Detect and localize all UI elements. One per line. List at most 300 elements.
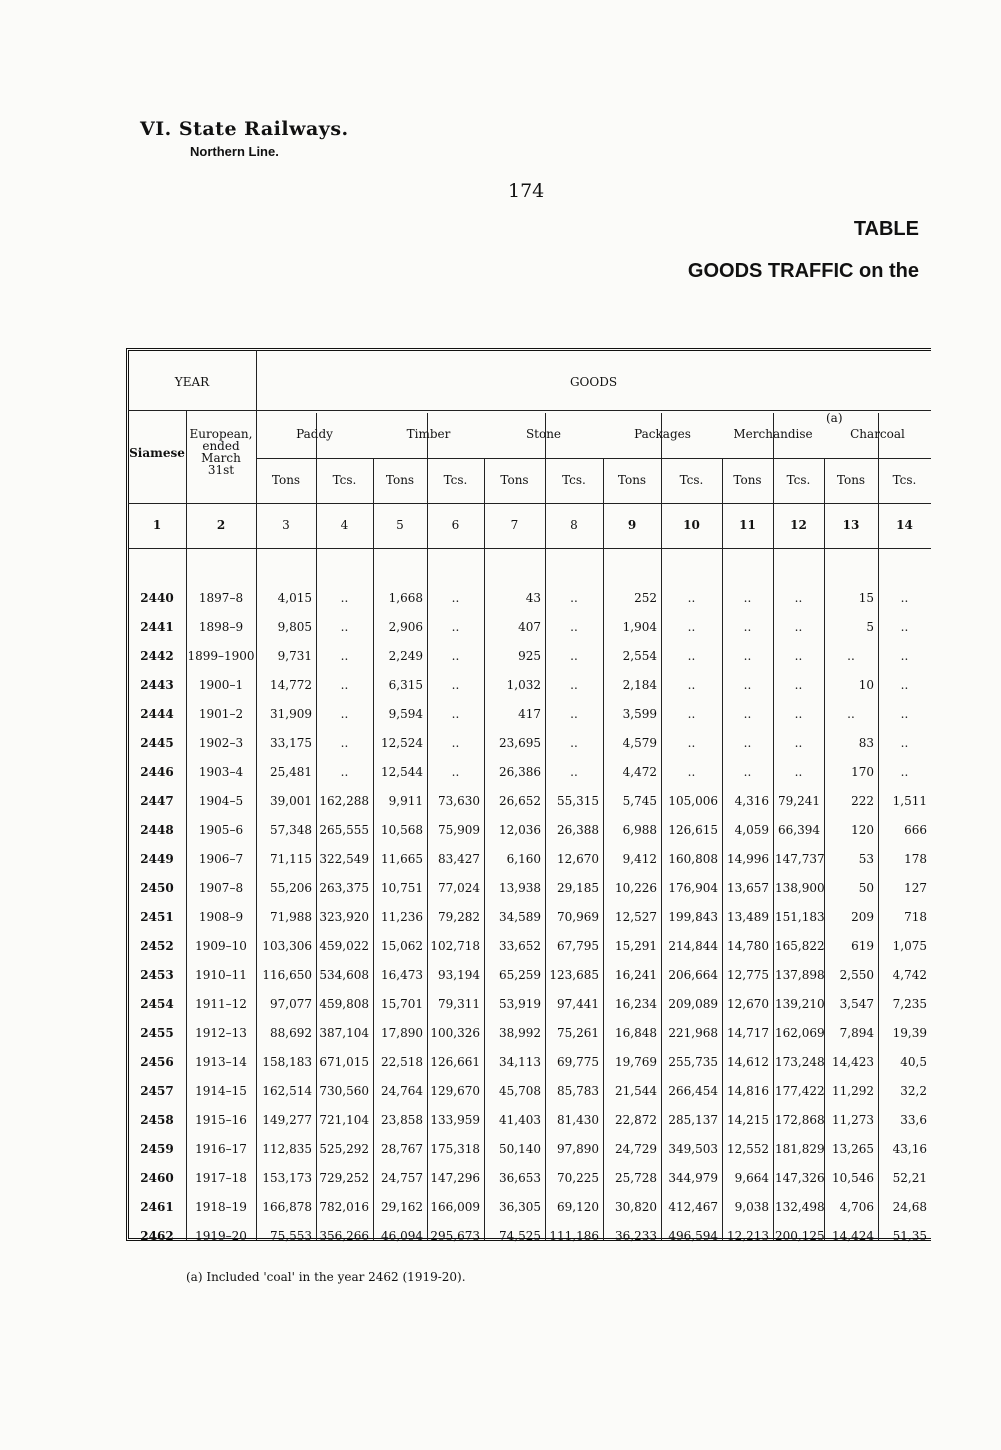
table-cell: .. xyxy=(687,707,696,721)
table-cell: .. xyxy=(340,591,349,605)
siamese-year-cell: 2442 xyxy=(140,649,174,663)
section-subtitle: Northern Line. xyxy=(190,144,279,159)
table-cell: 356,266 xyxy=(319,1229,369,1243)
table-cell: 36,305 xyxy=(499,1200,541,1214)
table-cell: 14,717 xyxy=(727,1026,769,1040)
table-cell: 102,718 xyxy=(430,939,480,953)
table-cell: .. xyxy=(451,649,460,663)
table-cell: 214,844 xyxy=(668,939,718,953)
table-cell: 81,430 xyxy=(557,1113,599,1127)
table-cell: 181,829 xyxy=(775,1142,825,1156)
table-cell: 51,35 xyxy=(892,1229,927,1243)
table-cell: .. xyxy=(794,620,803,634)
siamese-year-cell: 2443 xyxy=(140,678,174,692)
table-cell: 111,186 xyxy=(549,1229,599,1243)
european-year-cell: 1901–2 xyxy=(198,707,244,721)
group-header-timber: Timber xyxy=(406,427,451,441)
table-cell: 70,969 xyxy=(557,910,599,924)
table-cell: 11,292 xyxy=(832,1084,874,1098)
table-cell: .. xyxy=(570,649,578,663)
table-cell: 65,259 xyxy=(499,968,541,982)
table-cell: 83 xyxy=(858,736,874,750)
table-cell: 14,424 xyxy=(832,1229,874,1243)
table-cell: 1,668 xyxy=(388,591,423,605)
table-cell: .. xyxy=(570,736,578,750)
table-cell: 209 xyxy=(851,910,874,924)
table-cell: 93,194 xyxy=(438,968,480,982)
table-cell: 206,664 xyxy=(668,968,718,982)
table-cell: 19,39 xyxy=(892,1026,927,1040)
table-cell: 2,184 xyxy=(622,678,657,692)
group-header-merchandise: Merchandise xyxy=(733,427,813,441)
table-cell: .. xyxy=(570,620,578,634)
table-cell: 12,527 xyxy=(615,910,657,924)
table-cell: 15,291 xyxy=(615,939,657,953)
table-cell: 32,2 xyxy=(900,1084,927,1098)
column-number: 4 xyxy=(340,518,349,532)
table-cell: 85,783 xyxy=(557,1084,599,1098)
table-cell: 133,959 xyxy=(430,1113,480,1127)
column-rule xyxy=(661,413,662,1240)
table-cell: .. xyxy=(743,620,752,634)
unit-tons: Tons xyxy=(385,473,415,487)
table-cell: .. xyxy=(743,736,752,750)
table-cell: 344,979 xyxy=(668,1171,718,1185)
table-cell: 151,183 xyxy=(775,910,825,924)
table-cell: 9,911 xyxy=(388,794,423,808)
table-cell: 4,742 xyxy=(892,968,927,982)
table-cell: 323,920 xyxy=(319,910,369,924)
siamese-year-cell: 2448 xyxy=(140,823,174,837)
table-cell: 55,315 xyxy=(557,794,599,808)
table-cell: 7,894 xyxy=(839,1026,874,1040)
table-cell: 162,514 xyxy=(262,1084,312,1098)
european-year-cell: 1906–7 xyxy=(198,852,244,866)
table-cell: 33,652 xyxy=(499,939,541,953)
table-cell: .. xyxy=(743,591,752,605)
table-cell: 126,661 xyxy=(430,1055,480,1069)
column-number: 14 xyxy=(896,518,913,532)
table-cell: 12,670 xyxy=(557,852,599,866)
page-number: 174 xyxy=(508,180,545,202)
table-cell: 730,560 xyxy=(319,1084,369,1098)
table-cell: 25,481 xyxy=(270,765,312,779)
siamese-year-cell: 2449 xyxy=(140,852,174,866)
column-rule xyxy=(773,413,774,1240)
table-cell: 70,225 xyxy=(557,1171,599,1185)
european-year-cell: 1898–9 xyxy=(198,620,244,634)
table-cell: 105,006 xyxy=(668,794,718,808)
table-cell: 6,160 xyxy=(506,852,541,866)
table-cell: 177,422 xyxy=(775,1084,825,1098)
table-cell: 17,890 xyxy=(381,1026,423,1040)
table-cell: 9,731 xyxy=(277,649,312,663)
european-header-line: 31st xyxy=(207,463,235,477)
table-cell: 7,235 xyxy=(892,997,927,1011)
table-cell: 36,233 xyxy=(615,1229,657,1243)
table-cell: 97,077 xyxy=(270,997,312,1011)
european-year-cell: 1903–4 xyxy=(198,765,244,779)
siamese-year-cell: 2440 xyxy=(140,591,174,605)
siamese-year-cell: 2451 xyxy=(140,910,174,924)
table-cell: .. xyxy=(687,678,696,692)
table-cell: 129,670 xyxy=(430,1084,480,1098)
column-number: 3 xyxy=(282,518,290,532)
table-cell: 57,348 xyxy=(270,823,312,837)
table-cell: 116,650 xyxy=(262,968,312,982)
siamese-year-cell: 2456 xyxy=(140,1055,174,1069)
table-cell: .. xyxy=(900,765,909,779)
table-cell: 13,489 xyxy=(727,910,769,924)
table-cell: 38,992 xyxy=(499,1026,541,1040)
siamese-year-cell: 2446 xyxy=(140,765,174,779)
table-cell: .. xyxy=(847,707,855,721)
siamese-year-cell: 2458 xyxy=(140,1113,174,1127)
table-cell: 4,472 xyxy=(622,765,657,779)
table-cell: 73,630 xyxy=(438,794,480,808)
table-cell: .. xyxy=(340,620,349,634)
table-cell: 2,906 xyxy=(388,620,423,634)
european-year-cell: 1914–15 xyxy=(195,1084,247,1098)
table-cell: .. xyxy=(570,678,578,692)
column-number: 7 xyxy=(510,518,519,532)
table-cell: 137,898 xyxy=(775,968,825,982)
european-year-cell: 1911–12 xyxy=(195,997,247,1011)
unit-tons: Tons xyxy=(733,473,762,487)
table-cell: .. xyxy=(451,765,460,779)
table-cell: 3,599 xyxy=(622,707,657,721)
table-cell: 162,288 xyxy=(319,794,369,808)
table-cell: 11,273 xyxy=(832,1113,874,1127)
table-cell: 2,550 xyxy=(839,968,874,982)
european-year-cell: 1913–14 xyxy=(195,1055,247,1069)
table-cell: 525,292 xyxy=(319,1142,369,1156)
table-cell: 43,16 xyxy=(892,1142,927,1156)
table-cell: 671,015 xyxy=(319,1055,369,1069)
siamese-year-cell: 2447 xyxy=(140,794,174,808)
table-cell: 28,767 xyxy=(381,1142,423,1156)
table-cell: .. xyxy=(687,765,696,779)
column-rule xyxy=(603,458,604,1240)
table-cell: 619 xyxy=(851,939,874,953)
table-cell: 33,6 xyxy=(900,1113,927,1127)
table-cell: 147,737 xyxy=(775,852,825,866)
table-cell: 12,670 xyxy=(727,997,769,1011)
table-cell: .. xyxy=(743,707,752,721)
table-cell: 162,069 xyxy=(775,1026,825,1040)
table-cell: 16,848 xyxy=(615,1026,657,1040)
table-cell: .. xyxy=(847,649,855,663)
table-cell: 4,579 xyxy=(622,736,657,750)
table-cell: 25,728 xyxy=(615,1171,657,1185)
table-cell: 147,326 xyxy=(775,1171,825,1185)
column-rule xyxy=(545,413,546,1240)
table-cell: 14,816 xyxy=(727,1084,769,1098)
column-number: 10 xyxy=(683,518,700,532)
unit-tons: Tons xyxy=(617,473,647,487)
unit-tcs: Tcs. xyxy=(786,473,811,487)
table-cell: 4,706 xyxy=(839,1200,874,1214)
table-cell: 75,261 xyxy=(557,1026,599,1040)
table-cell: 2,554 xyxy=(622,649,657,663)
table-cell: 322,549 xyxy=(319,852,369,866)
siamese-year-cell: 2461 xyxy=(140,1200,174,1214)
table-cell: .. xyxy=(900,678,909,692)
table-cell: .. xyxy=(451,678,460,692)
table-cell: 387,104 xyxy=(319,1026,369,1040)
table-cell: .. xyxy=(794,591,803,605)
table-cell: 252 xyxy=(634,591,657,605)
table-cell: 12,552 xyxy=(727,1142,769,1156)
european-year-cell: 1902–3 xyxy=(198,736,244,750)
table-cell: .. xyxy=(900,591,909,605)
table-cell: 222 xyxy=(851,794,874,808)
table-cell: 34,589 xyxy=(499,910,541,924)
table-cell: 22,518 xyxy=(381,1055,423,1069)
table-cell: 79,241 xyxy=(778,794,820,808)
table-cell: 46,094 xyxy=(381,1229,423,1243)
table-cell: 9,038 xyxy=(734,1200,769,1214)
table-cell: .. xyxy=(794,707,803,721)
charcoal-note-marker: (a) xyxy=(826,411,843,425)
table-cell: 75,553 xyxy=(270,1229,312,1243)
table-cell: .. xyxy=(570,591,578,605)
table-cell: 21,544 xyxy=(615,1084,657,1098)
table-cell: 4,059 xyxy=(734,823,769,837)
table-cell: 178 xyxy=(904,852,927,866)
table-cell: 69,775 xyxy=(557,1055,599,1069)
unit-tons: Tons xyxy=(500,473,529,487)
table-cell: 69,120 xyxy=(557,1200,599,1214)
column-number: 8 xyxy=(570,518,578,532)
table-cell: .. xyxy=(570,707,578,721)
table-cell: 14,772 xyxy=(270,678,312,692)
table-cell: 4,015 xyxy=(277,591,312,605)
table-cell: 729,252 xyxy=(319,1171,369,1185)
table-cell: 2,249 xyxy=(388,649,423,663)
european-year-cell: 1915–16 xyxy=(195,1113,247,1127)
table-cell: 158,183 xyxy=(262,1055,312,1069)
table-cell: 173,248 xyxy=(775,1055,825,1069)
table-cell: .. xyxy=(340,765,349,779)
table-cell: .. xyxy=(687,591,696,605)
table-cell: 160,808 xyxy=(668,852,718,866)
column-number: 13 xyxy=(842,518,860,532)
siamese-year-cell: 2457 xyxy=(140,1084,174,1098)
table-cell: 12,524 xyxy=(381,736,423,750)
table-cell: 100,326 xyxy=(430,1026,480,1040)
table-cell: 407 xyxy=(518,620,541,634)
siamese-year-cell: 2452 xyxy=(140,939,174,953)
column-number: 5 xyxy=(396,518,404,532)
european-year-cell: 1912–13 xyxy=(195,1026,247,1040)
goods-header: GOODS xyxy=(569,375,618,389)
european-header-line: March xyxy=(201,451,241,465)
column-number: 12 xyxy=(790,518,807,532)
unit-tons: Tons xyxy=(836,473,866,487)
table-cell: 50 xyxy=(858,881,874,895)
siamese-year-cell: 2453 xyxy=(140,968,174,982)
table-cell: 77,024 xyxy=(438,881,480,895)
european-year-cell: 1897–8 xyxy=(198,591,244,605)
column-rule xyxy=(427,413,428,1240)
siamese-year-cell: 2455 xyxy=(140,1026,174,1040)
european-year-cell: 1899–1900 xyxy=(187,649,255,663)
table-cell: 23,695 xyxy=(499,736,541,750)
table-cell: 13,938 xyxy=(499,881,541,895)
table-cell: 33,175 xyxy=(270,736,312,750)
column-rule xyxy=(316,413,317,1240)
table-cell: 79,282 xyxy=(438,910,480,924)
table-cell: .. xyxy=(900,620,909,634)
table-cell: 50,140 xyxy=(499,1142,541,1156)
table-cell: .. xyxy=(340,707,349,721)
table-cell: 10,546 xyxy=(832,1171,874,1185)
table-cell: 40,5 xyxy=(900,1055,927,1069)
table-cell: 23,858 xyxy=(381,1113,423,1127)
table-cell: .. xyxy=(794,765,803,779)
table-cell: 782,016 xyxy=(319,1200,369,1214)
table-cell: 285,137 xyxy=(668,1113,718,1127)
table-cell: 1,904 xyxy=(622,620,657,634)
table-cell: 53,919 xyxy=(499,997,541,1011)
table-cell: 83,427 xyxy=(438,852,480,866)
table-cell: 666 xyxy=(904,823,927,837)
table-cell: 29,185 xyxy=(557,881,599,895)
table-cell: 10 xyxy=(858,678,874,692)
column-rule xyxy=(722,458,723,1240)
column-number: 6 xyxy=(451,518,460,532)
table-cell: 24,68 xyxy=(892,1200,927,1214)
table-cell: .. xyxy=(900,707,909,721)
table-cell: 13,265 xyxy=(832,1142,874,1156)
table-cell: 79,311 xyxy=(438,997,480,1011)
table-cell: 26,652 xyxy=(499,794,541,808)
table-cell: 175,318 xyxy=(430,1142,480,1156)
column-number: 11 xyxy=(739,518,756,532)
table-cell: 15,062 xyxy=(381,939,423,953)
table-cell: 9,664 xyxy=(734,1171,769,1185)
table-cell: 31,909 xyxy=(270,707,312,721)
siamese-year-cell: 2454 xyxy=(140,997,174,1011)
table-cell: 3,547 xyxy=(839,997,874,1011)
table-cell: 10,226 xyxy=(615,881,657,895)
table-cell: 165,822 xyxy=(775,939,825,953)
table-cell: .. xyxy=(687,736,696,750)
table-cell: .. xyxy=(340,678,349,692)
table-cell: 55,206 xyxy=(270,881,312,895)
table-cell: 14,996 xyxy=(727,852,769,866)
table-cell: 66,394 xyxy=(778,823,820,837)
table-cell: 149,277 xyxy=(262,1113,312,1127)
section-title: VI. State Railways. xyxy=(140,118,349,140)
table-cell: 36,653 xyxy=(499,1171,541,1185)
year-header: YEAR xyxy=(174,375,210,389)
unit-tcs: Tcs. xyxy=(562,473,586,487)
table-cell: 209,089 xyxy=(668,997,718,1011)
table-cell: 459,022 xyxy=(319,939,369,953)
european-year-cell: 1910–11 xyxy=(195,968,247,982)
table-cell: 9,805 xyxy=(277,620,312,634)
table-cell: 12,036 xyxy=(499,823,541,837)
table-cell: 26,388 xyxy=(557,823,599,837)
group-header-paddy: Paddy xyxy=(296,427,333,441)
table-cell: 925 xyxy=(518,649,541,663)
european-year-cell: 1905–6 xyxy=(198,823,244,837)
table-cell: 26,386 xyxy=(499,765,541,779)
european-year-cell: 1916–17 xyxy=(195,1142,247,1156)
table-cell: .. xyxy=(900,736,909,750)
unit-tcs: Tcs. xyxy=(679,473,704,487)
table-cell: 176,904 xyxy=(668,881,718,895)
column-number: 9 xyxy=(627,518,637,532)
siamese-year-cell: 2459 xyxy=(140,1142,174,1156)
european-year-cell: 1908–9 xyxy=(198,910,244,924)
table-cell: 9,594 xyxy=(388,707,423,721)
table-cell: 5 xyxy=(866,620,874,634)
table-cell: 13,657 xyxy=(727,881,769,895)
table-cell: 123,685 xyxy=(549,968,599,982)
table-cell: .. xyxy=(451,620,460,634)
table-cell: 112,835 xyxy=(262,1142,312,1156)
table-cell: 721,104 xyxy=(319,1113,369,1127)
unit-tcs: Tcs. xyxy=(892,473,917,487)
table-cell: 9,412 xyxy=(622,852,657,866)
siamese-year-cell: 2462 xyxy=(140,1229,174,1243)
table-cell: 97,441 xyxy=(557,997,599,1011)
table-cell: .. xyxy=(743,765,752,779)
table-cell: 199,843 xyxy=(668,910,718,924)
header-rule xyxy=(256,458,931,459)
table-cell: 11,236 xyxy=(381,910,423,924)
table-cell: 1,032 xyxy=(506,678,541,692)
table-cell: 71,988 xyxy=(270,910,312,924)
siamese-year-cell: 2445 xyxy=(140,736,174,750)
table-cell: 39,001 xyxy=(270,794,312,808)
table-cell: 15 xyxy=(858,591,874,605)
table-cell: 43 xyxy=(525,591,541,605)
table-cell: 6,988 xyxy=(622,823,657,837)
table-cell: 71,115 xyxy=(270,852,312,866)
column-number: 1 xyxy=(152,518,162,532)
header-rule xyxy=(128,548,931,549)
siamese-year-cell: 2460 xyxy=(140,1171,174,1185)
table-cell: .. xyxy=(340,649,349,663)
column-rule xyxy=(484,458,485,1240)
table-cell: .. xyxy=(794,736,803,750)
table-cell: 24,729 xyxy=(615,1142,657,1156)
table-cell: 16,241 xyxy=(615,968,657,982)
table-cell: 1,511 xyxy=(892,794,927,808)
table-cell: 266,454 xyxy=(668,1084,718,1098)
table-cell: 74,525 xyxy=(499,1229,541,1243)
table-cell: 45,708 xyxy=(499,1084,541,1098)
table-cell: 16,234 xyxy=(615,997,657,1011)
table-cell: 12,544 xyxy=(381,765,423,779)
column-rule xyxy=(878,413,879,1240)
table-cell: 412,467 xyxy=(668,1200,718,1214)
table-cell: 4,316 xyxy=(734,794,769,808)
table-cell: .. xyxy=(794,649,803,663)
table-cell: 6,315 xyxy=(388,678,423,692)
table-cell: 103,306 xyxy=(262,939,312,953)
table-cell: 53 xyxy=(858,852,874,866)
table-cell: 417 xyxy=(518,707,541,721)
european-year-cell: 1917–18 xyxy=(195,1171,247,1185)
table-cell: 75,909 xyxy=(438,823,480,837)
table-cell: 255,735 xyxy=(668,1055,718,1069)
table-cell: 30,820 xyxy=(615,1200,657,1214)
